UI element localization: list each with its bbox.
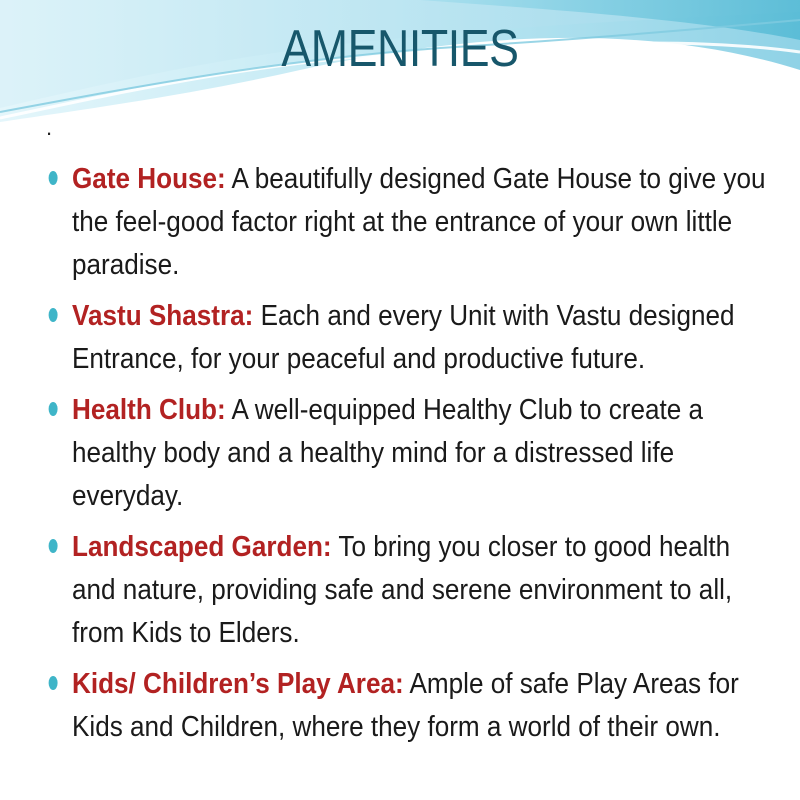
slide-title: AMENITIES — [281, 20, 519, 78]
amenity-text: A beautifully designed Gate House to give you the feel-good factor right at the entrance of your own little paradise. — [72, 163, 766, 281]
amenity-text: To bring you closer to good health and nature, providing safe and serene environment to all, from Kids to Elders. — [72, 531, 733, 649]
bullet-icon — [49, 171, 58, 185]
amenity-title: Kids/ Children’s Play Area: — [72, 668, 404, 700]
amenity-title: Landscaped Garden: — [72, 531, 332, 563]
amenity-list — [72, 158, 772, 757]
bullet-icon — [49, 539, 58, 553]
bullet-icon — [49, 402, 58, 416]
amenity-item-landscaped-garden — [72, 526, 772, 655]
amenity-text: A well-equipped Healthy Club to create a healthy body and a healthy mind for a distressed life everyday. — [72, 394, 704, 512]
amenity-title: Health Club: — [72, 394, 226, 426]
amenity-item-vastu-shastra — [72, 295, 772, 381]
amenity-text: Each and every Unit with Vastu designed Entrance, for your peaceful and productive future. — [72, 300, 735, 375]
bullet-icon — [49, 308, 58, 322]
amenity-item-health-club — [72, 389, 772, 518]
stray-dot: . — [46, 115, 53, 140]
amenity-item-gate-house — [72, 158, 772, 287]
bullet-icon — [49, 676, 58, 690]
amenity-text: Ample of safe Play Areas for Kids and Children, where they form a world of their own. — [72, 668, 739, 743]
amenity-item-play-area — [72, 663, 772, 749]
amenity-title: Gate House: — [72, 163, 226, 195]
amenity-title: Vastu Shastra: — [72, 300, 254, 332]
